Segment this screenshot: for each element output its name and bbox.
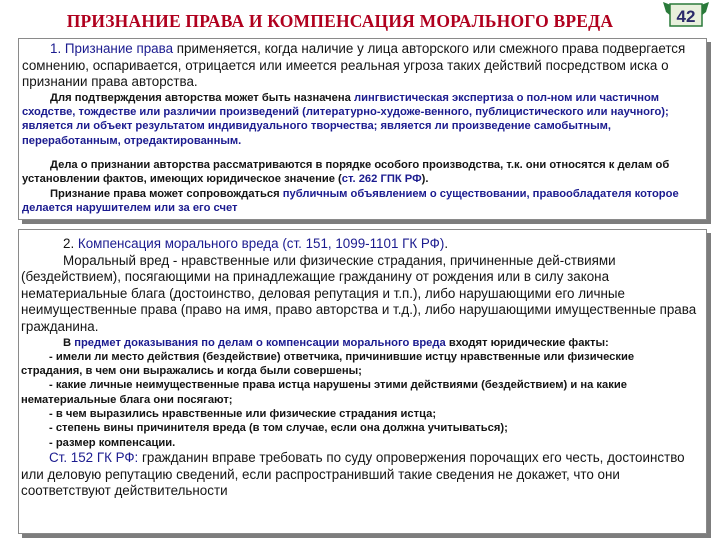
fact-item: - какие личные неимущественные права истца нарушены этими действиями (бездействием) и на какие нематериальные блага они посягают; [21,379,627,406]
expertise-highlight: лингвистическая экспертиза о пол-ном или частичном сходстве, тождестве или различии произведений (литературно-художе-венного, публицистического или научного); является ли объект результатом индивидуального творчества; является ли произведение самобытным, переработанным, отредактированным. [22,91,669,147]
expertise-text: Для подтверждения авторства может быть назначена [50,91,354,104]
page-title: ПРИЗНАНИЕ ПРАВА И КОМПЕНСАЦИЯ МОРАЛЬНОГО ВРЕДА [66,11,614,31]
proof-paragraph [21,336,698,350]
article-152-paragraph [21,450,698,500]
recognition-paragraph [22,41,698,91]
compensation-heading [21,236,698,253]
proof-text: входят юридические факты: [445,336,609,349]
announcement-text: Признание права может сопровождаться [50,187,283,200]
moral-harm-definition: Моральный вред - нравственные или физические страдания, причиненные дей-ствиями (бездействием), посягающими на принадлежащие гражданину от рождения или в силу закона нематериальные блага (достоинство, деловая репутация и т.п.), либо нарушающими его личные неимущественные права (право на имя, право авторства и т.д.), либо нарушающими имущественные права гражданина. [21,252,697,334]
compensation-heading-end: . [444,236,449,251]
proof-prefix: В [63,336,75,349]
page-number: 42 [676,7,696,26]
fact-item: - в чем выразились нравственные или физические страдания истца; [49,408,437,421]
proof-highlight: предмет доказывания по делам о компенсации морального вреда [74,336,446,349]
recognition-lead: 1. Признание права [50,41,174,56]
recognition-text: применяется, когда наличие у лица авторского или смежного права подвергается сомнению, оспаривается, отрицается или имеется реальная угроза таких действий посредством иска о признании права авторства. [22,41,686,90]
page-number-badge [663,2,709,30]
article-152-text: гражданин вправе требовать по суду опровержения порочащих его честь, достоинство или деловую репутацию сведений, если распространивший такие сведения не докажет, что они соответствуют действительности [21,449,685,499]
compensation-heading-title: Компенсация морального вреда (ст. 151, 1099-1101 ГК РФ) [77,236,445,251]
announcement-paragraph [22,187,698,216]
procedure-article: ст. 262 ГПК РФ [341,173,422,186]
fact-item: - имели ли место действия (бездействие) ответчика, причинившие истцу нравственные или физические страдания, в чем они выражались и когда были совершены; [21,350,635,378]
expertise-paragraph [22,91,698,148]
procedure-text: Дела о признании авторства рассматриваются в порядке особого производства, т.к. они относятся к делам об установлении фактов, имеющих юридическое значение ( [22,158,670,186]
fact-item: - размер компенсации. [49,436,176,449]
announcement-highlight: публичным объявлением о существовании, правообладателя которое делается нарушителем или за его счет [22,187,679,214]
fact-item: - степень вины причинителя вреда (в том случае, если она должна учитываться); [49,422,508,435]
recognition-box [18,38,707,220]
compensation-heading-num: 2. [63,236,78,251]
procedure-end: ). [421,173,429,186]
article-152-ref: Ст. 152 ГК РФ: [49,449,139,465]
procedure-paragraph [22,158,698,187]
compensation-box [18,229,707,534]
